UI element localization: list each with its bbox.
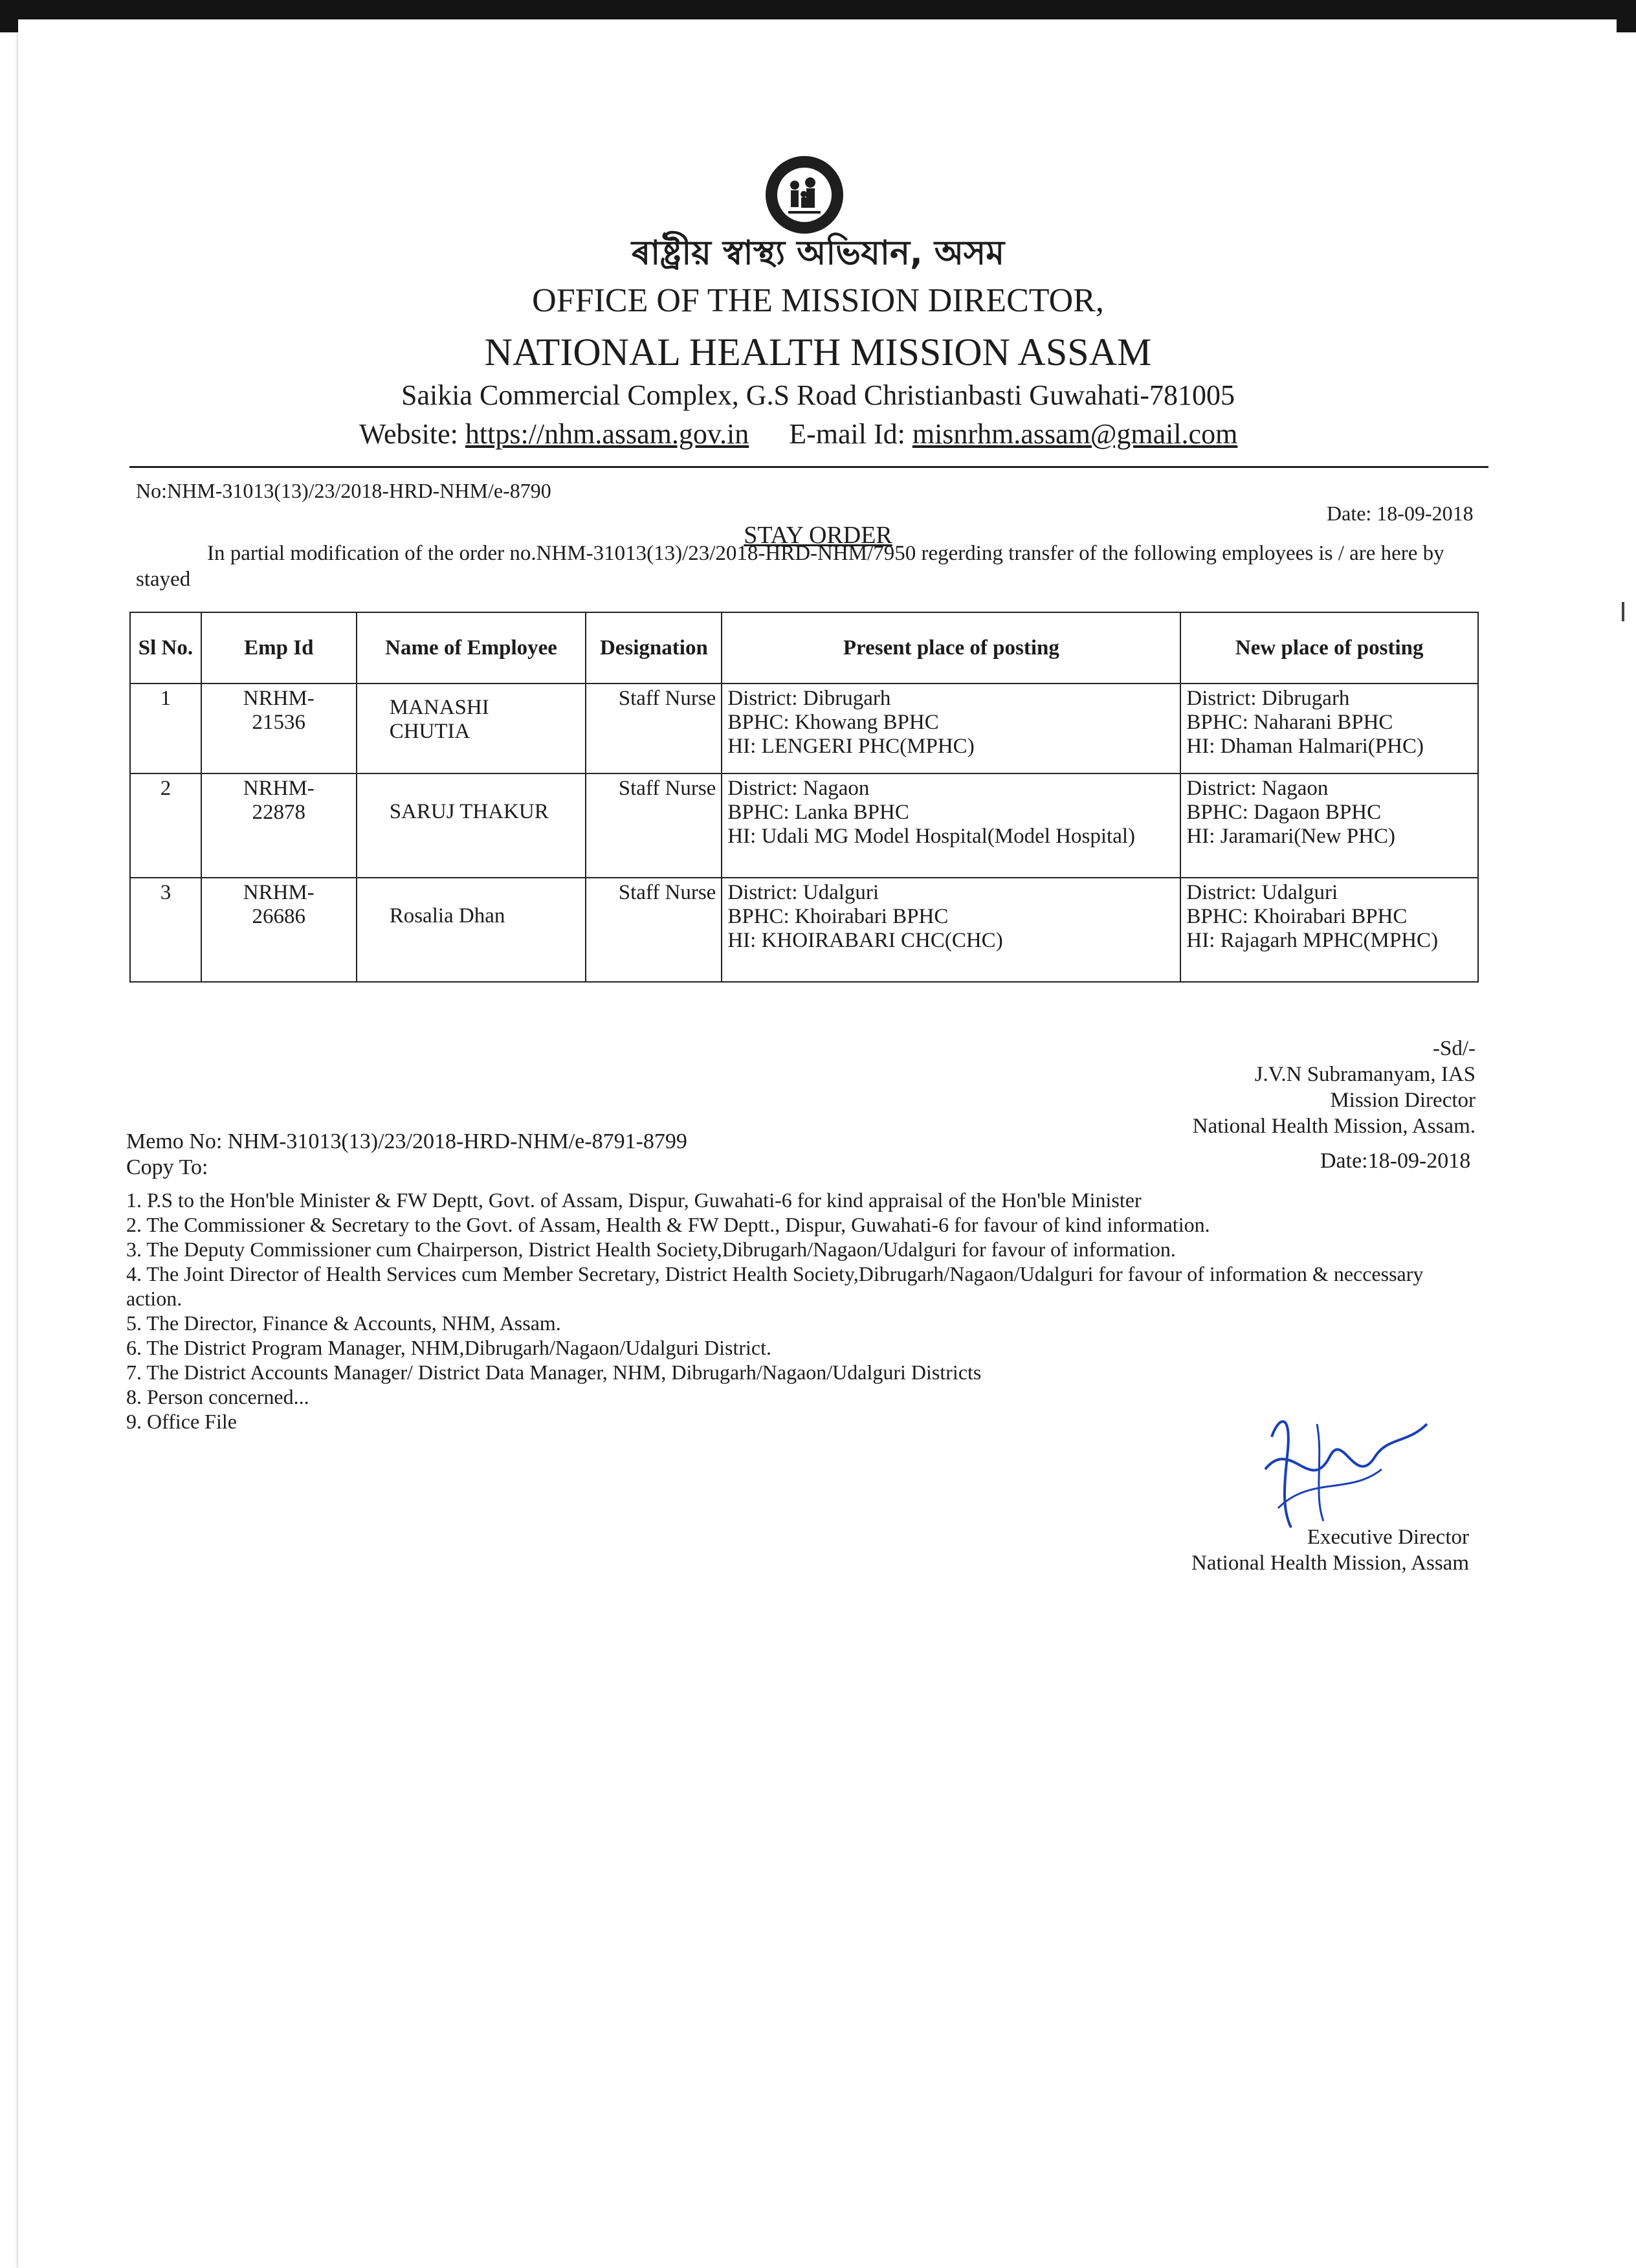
emp-id-number: 22878 bbox=[252, 801, 306, 824]
order-intro: In partial modification of the order no.NHM-31013(13)/23/2018-HRD-NHM/7950 regerding transfer of the following employees is / are here by stayed bbox=[136, 542, 1444, 591]
scan-edge-mark bbox=[1622, 602, 1624, 621]
list-item: 9. Office File bbox=[126, 1410, 237, 1433]
list-item: 2. The Commissioner & Secretary to the Govt. of Assam, Health & FW Deptt., Dispur, Guwahati-6 for favour of kind information. bbox=[126, 1213, 1210, 1236]
cell-emp-id bbox=[201, 773, 357, 878]
header-divider bbox=[129, 466, 1488, 468]
nhm-logo bbox=[764, 154, 845, 236]
mission-director-signature-block bbox=[1133, 1036, 1476, 1139]
list-item: 1. P.S to the Hon'ble Minister & FW Deptt, Govt. of Assam, Dispur, Guwahati-6 for kind appraisal of the Hon'ble Minister bbox=[126, 1188, 1142, 1212]
new-bphc: BPHC: Dagaon BPHC bbox=[1186, 801, 1382, 824]
copy-to-list bbox=[126, 1188, 1466, 1434]
present-bphc: BPHC: Khowang BPHC bbox=[727, 711, 939, 734]
signatory-title: Mission Director bbox=[1330, 1089, 1476, 1112]
signatory-org: National Health Mission, Assam bbox=[1191, 1551, 1469, 1575]
mission-title: NATIONAL HEALTH MISSION ASSAM bbox=[484, 331, 1152, 373]
new-bphc: BPHC: Naharani BPHC bbox=[1186, 711, 1393, 734]
header-new-posting: New place of posting bbox=[1180, 612, 1478, 684]
header-present-posting: Present place of posting bbox=[722, 612, 1180, 684]
present-district: District: Nagaon bbox=[727, 777, 870, 800]
sd-mark: -Sd/- bbox=[1433, 1037, 1476, 1060]
email-label: E-mail Id: bbox=[789, 418, 905, 450]
cell-new-posting bbox=[1180, 878, 1478, 982]
new-district: District: Dibrugarh bbox=[1186, 687, 1350, 710]
emp-id-prefix: NRHM- bbox=[243, 687, 315, 710]
cell-new-posting bbox=[1180, 684, 1478, 773]
present-district: District: Dibrugarh bbox=[727, 687, 891, 710]
table-row bbox=[130, 684, 1478, 773]
list-item: 4. The Joint Director of Health Services cum Member Secretary, District Health Society,Dibrugarh/Nagaon/Udalguri for favour of information & neccessary action. bbox=[126, 1262, 1424, 1310]
website-link[interactable]: https://nhm.assam.gov.in bbox=[465, 418, 749, 450]
cell-designation: Staff Nurse bbox=[586, 878, 722, 982]
executive-director-signature-block bbox=[1100, 1524, 1469, 1576]
cell-new-posting bbox=[1180, 773, 1478, 878]
table-row bbox=[130, 878, 1478, 982]
cell-name bbox=[357, 878, 586, 982]
transfer-table bbox=[129, 612, 1479, 983]
office-title: OFFICE OF THE MISSION DIRECTOR, bbox=[532, 282, 1104, 319]
new-hi: HI: Dhaman Halmari(PHC) bbox=[1186, 735, 1424, 758]
handwritten-signature bbox=[1252, 1398, 1433, 1540]
order-title: STAY ORDER bbox=[744, 522, 892, 549]
cell-name bbox=[357, 773, 586, 878]
present-bphc: BPHC: Lanka BPHC bbox=[727, 801, 909, 824]
list-item: 3. The Deputy Commissioner cum Chairperson, District Health Society,Dibrugarh/Nagaon/Udalguri for favour of information. bbox=[126, 1238, 1176, 1261]
office-address: Saikia Commercial Complex, G.S Road Christianbasti Guwahati-781005 bbox=[401, 379, 1235, 411]
signatory-name: J.V.N Subramanyam, IAS bbox=[1254, 1063, 1476, 1086]
new-district: District: Nagaon bbox=[1186, 777, 1329, 800]
emp-id-prefix: NRHM- bbox=[243, 881, 315, 904]
header-designation: Designation bbox=[586, 612, 722, 684]
website-label: Website: bbox=[359, 418, 458, 450]
list-item: 5. The Director, Finance & Accounts, NHM, Assam. bbox=[126, 1311, 561, 1335]
cell-sl: 3 bbox=[130, 878, 201, 982]
cell-designation: Staff Nurse bbox=[586, 773, 722, 878]
cell-sl: 1 bbox=[130, 684, 201, 773]
cell-present-posting bbox=[722, 684, 1180, 773]
order-date: Date: 18-09-2018 bbox=[1327, 502, 1474, 525]
present-hi: HI: Udali MG Model Hospital(Model Hospital) bbox=[727, 825, 1136, 848]
new-hi: HI: Rajagarh MPHC(MPHC) bbox=[1186, 929, 1439, 952]
new-hi: HI: Jaramari(New PHC) bbox=[1186, 825, 1395, 848]
present-bphc: BPHC: Khoirabari BPHC bbox=[727, 905, 949, 928]
cell-emp-id bbox=[201, 878, 357, 982]
bengali-title: ৰাষ্ট্ৰীয় স্বাস্থ্য অভিযান, অসম bbox=[631, 234, 1005, 272]
signatory-org: National Health Mission, Assam. bbox=[1192, 1115, 1476, 1138]
list-item: 6. The District Program Manager, NHM,Dibrugarh/Nagaon/Udalguri District. bbox=[126, 1336, 772, 1359]
email-link[interactable]: misnrhm.assam@gmail.com bbox=[912, 418, 1238, 450]
header-emp-id: Emp Id bbox=[201, 612, 357, 684]
cell-present-posting bbox=[722, 878, 1180, 982]
present-district: District: Udalguri bbox=[727, 881, 879, 904]
contact-line bbox=[359, 417, 1237, 450]
employee-name-line1: SARUJ THAKUR bbox=[389, 800, 549, 823]
cell-name bbox=[357, 684, 586, 773]
copy-to-label: Copy To: bbox=[126, 1155, 208, 1179]
cell-designation: Staff Nurse bbox=[586, 684, 722, 773]
new-bphc: BPHC: Khoirabari BPHC bbox=[1186, 905, 1408, 928]
present-hi: HI: LENGERI PHC(MPHC) bbox=[727, 735, 975, 758]
memo-number: Memo No: NHM-31013(13)/23/2018-HRD-NHM/e-8791-8799 bbox=[126, 1129, 687, 1153]
present-hi: HI: KHOIRABARI CHC(CHC) bbox=[727, 929, 1003, 952]
signatory-title: Executive Director bbox=[1307, 1526, 1469, 1549]
emp-id-number: 21536 bbox=[252, 711, 306, 734]
list-item: 8. Person concerned... bbox=[126, 1385, 309, 1408]
reference-number: No:NHM-31013(13)/23/2018-HRD-NHM/e-8790 bbox=[136, 479, 551, 502]
employee-name-line2: CHUTIA bbox=[389, 720, 470, 743]
cell-present-posting bbox=[722, 773, 1180, 878]
memo-date: Date:18-09-2018 bbox=[1320, 1149, 1471, 1173]
table-row bbox=[130, 773, 1478, 878]
table-header-row bbox=[130, 612, 1478, 684]
header-sl: Sl No. bbox=[130, 612, 201, 684]
cell-sl: 2 bbox=[130, 773, 201, 878]
new-district: District: Udalguri bbox=[1186, 881, 1338, 904]
emp-id-prefix: NRHM- bbox=[243, 777, 315, 800]
emp-id-number: 26686 bbox=[252, 905, 306, 928]
employee-name-line1: Rosalia Dhan bbox=[389, 904, 505, 928]
list-item: 7. The District Accounts Manager/ District Data Manager, NHM, Dibrugarh/Nagaon/Udalguri Districts bbox=[126, 1361, 982, 1384]
cell-emp-id bbox=[201, 684, 357, 773]
employee-name-line1: MANASHI bbox=[389, 696, 489, 719]
header-name: Name of Employee bbox=[357, 612, 586, 684]
